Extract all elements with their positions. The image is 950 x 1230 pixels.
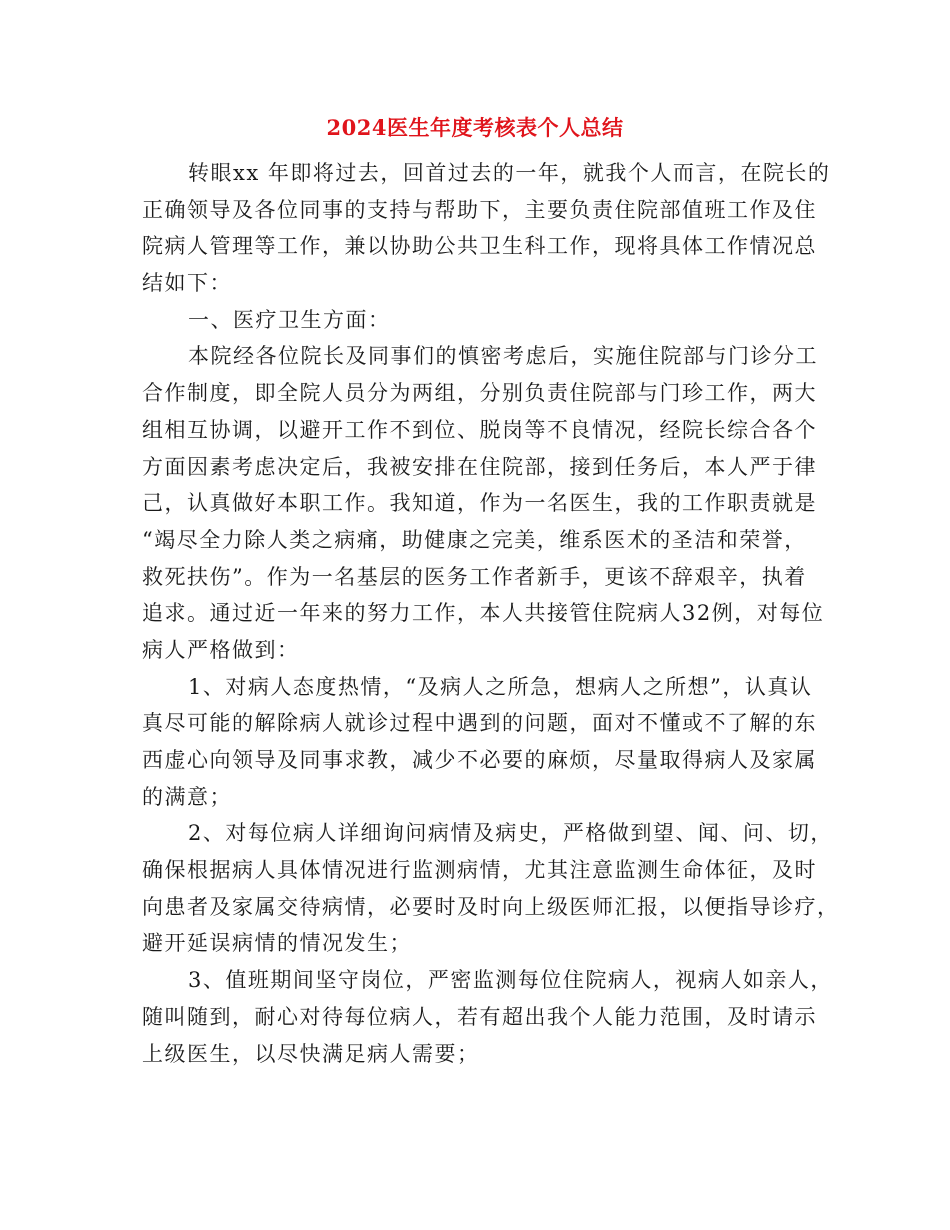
- text-line: 病人严格做到：: [142, 637, 300, 662]
- text-line: 转眼xx 年即将过去，回首过去的一年，就我个人而言，在院长的: [188, 161, 831, 185]
- text-line: 正确领导及各位同事的支持与帮助下，主要负责住院部值班工作及住: [142, 197, 817, 222]
- text-line: 追求。通过近一年来的努力工作，本人共接管住院病人32例，对每位: [142, 601, 825, 626]
- text-line: 本院经各位院长及同事们的慎密考虑后，实施住院部与门诊分工: [188, 344, 818, 369]
- text-line: 确保根据病人具体情况进行监测病情，尤其注意监测生命体征，及时: [142, 858, 817, 883]
- list-item-line: 3、值班期间坚守岗位，严密监测每位住院病人，视病人如亲人，: [188, 968, 833, 993]
- text-line: 西虚心向领导及同事求教，减少不必要的麻烦，尽量取得病人及家属: [142, 748, 817, 772]
- document-body: [142, 155, 840, 1072]
- text-line: 院病人管理等工作，兼以协助公共卫生科工作，现将具体工作情况总: [142, 234, 817, 259]
- list-item-line: 1、对病人态度热情，“及病人之所急，想病人之所想”，认真认: [188, 674, 813, 699]
- text-line: 真尽可能的解除病人就诊过程中遇到的问题，面对不懂或不了解的东: [142, 711, 817, 736]
- text-line: 合作制度，即全院人员分为两组，分别负责住院部与门珍工作，两大: [142, 381, 817, 406]
- text-line: 上级医生，以尽快满足病人需要；: [142, 1041, 480, 1066]
- text-line: 向患者及家属交待病情，必要时及时向上级医师汇报，以便指导诊疗，: [142, 894, 840, 919]
- text-line: “竭尽全力除人类之病痛，助健康之完美，维系医术的圣洁和荣誉，: [142, 527, 807, 552]
- document-title: 2024医生年度考核表个人总结: [326, 115, 624, 140]
- text-line: 的满意；: [142, 784, 232, 809]
- text-line: 组相互协调，以避开工作不到位、脱岗等不良情况，经院长综合各个: [142, 417, 817, 442]
- section-heading: 一、医疗卫生方面：: [188, 307, 391, 332]
- text-line: 救死扶伤”。作为一名基层的医务工作者新手，更该不辞艰辛，执着: [142, 564, 807, 589]
- text-line: 结如下：: [142, 271, 232, 296]
- text-line: 避开延误病情的情况发生；: [142, 931, 412, 956]
- text-line: 方面因素考虑决定后，我被安排在住院部，接到任务后，本人严于律: [142, 454, 817, 479]
- list-item-line: 2、对每位病人详细询问病情及病史，严格做到望、闻、问、切，: [188, 821, 833, 846]
- text-line: 随叫随到，耐心对待每位病人，若有超出我个人能力范围，及时请示: [142, 1004, 817, 1029]
- text-line: 己，认真做好本职工作。我知道，作为一名医生，我的工作职责就是: [142, 491, 817, 516]
